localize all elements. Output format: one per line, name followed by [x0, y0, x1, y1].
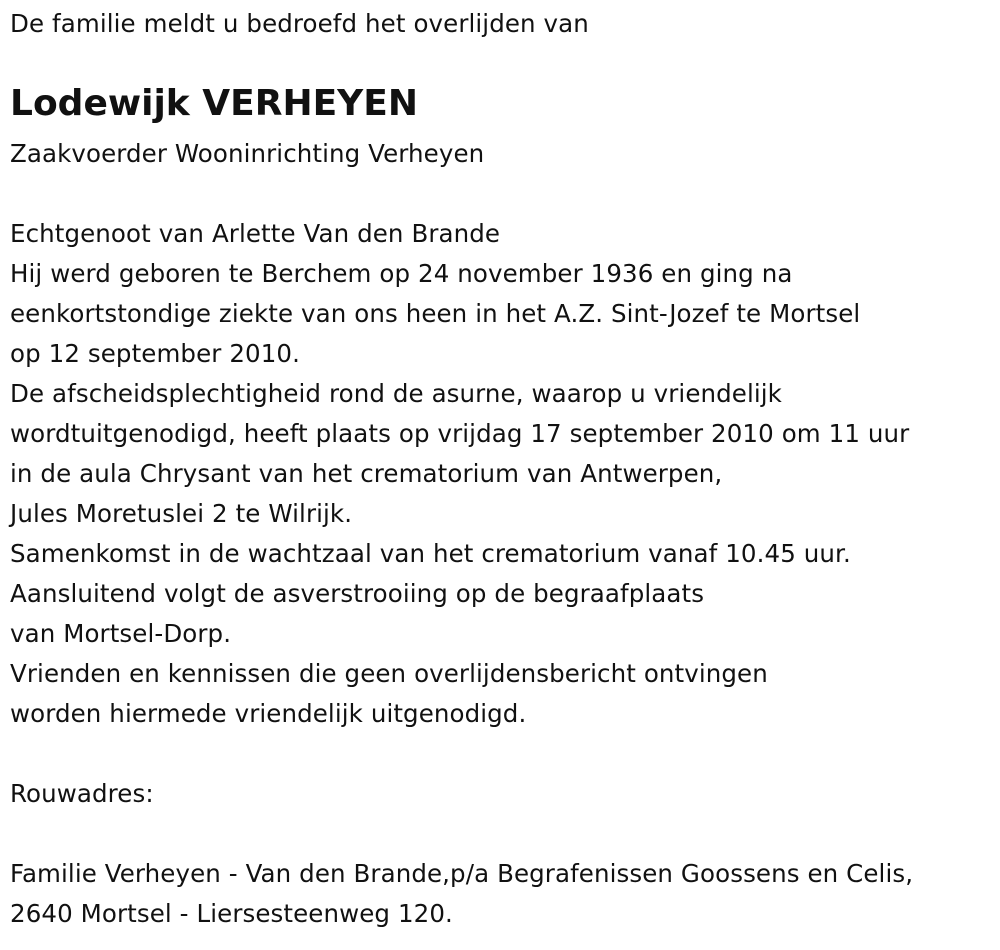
body-line: eenkortstondige ziekte van ons heen in het A.Z. Sint-Jozef te Mortsel	[10, 299, 861, 328]
spacer	[10, 174, 990, 214]
body-line: Aansluitend volgt de asverstrooiing op de begraafplaats	[10, 579, 705, 608]
deceased-name: Lodewijk VERHEYEN	[10, 83, 418, 124]
body-line: Jules Moretuslei 2 te Wilrijk.	[10, 499, 353, 528]
intro-text: De familie meldt u bedroefd het overlijden van	[10, 9, 589, 38]
body-line: van Mortsel-Dorp.	[10, 619, 232, 648]
body-line: wordtuitgenodigd, heeft plaats op vrijdag 17 september 2010 om 11 uur	[10, 419, 910, 448]
body-line: Hij werd geboren te Berchem op 24 november 1936 en ging na	[10, 259, 793, 288]
body-line: op 12 september 2010.	[10, 339, 300, 368]
body-line: worden hiermede vriendelijk uitgenodigd.	[10, 699, 527, 728]
spacer	[10, 814, 990, 854]
death-notice	[10, 4, 990, 934]
spacer	[10, 734, 990, 774]
address-line: Familie Verheyen - Van den Brande,p/a Begrafenissen Goossens en Celis,	[10, 859, 914, 888]
body-line: Samenkomst in de wachtzaal van het crematorium vanaf 10.45 uur.	[10, 539, 851, 568]
body-line: in de aula Chrysant van het crematorium van Antwerpen,	[10, 459, 723, 488]
address-line: 2640 Mortsel - Liersesteenweg 120.	[10, 899, 453, 928]
address-label: Rouwadres:	[10, 779, 154, 808]
body-line: De afscheidsplechtigheid rond de asurne, waarop u vriendelijk	[10, 379, 782, 408]
deceased-occupation: Zaakvoerder Wooninrichting Verheyen	[10, 139, 485, 168]
body-line: Vrienden en kennissen die geen overlijdensbericht ontvingen	[10, 659, 768, 688]
body-line: Echtgenoot van Arlette Van den Brande	[10, 219, 501, 248]
